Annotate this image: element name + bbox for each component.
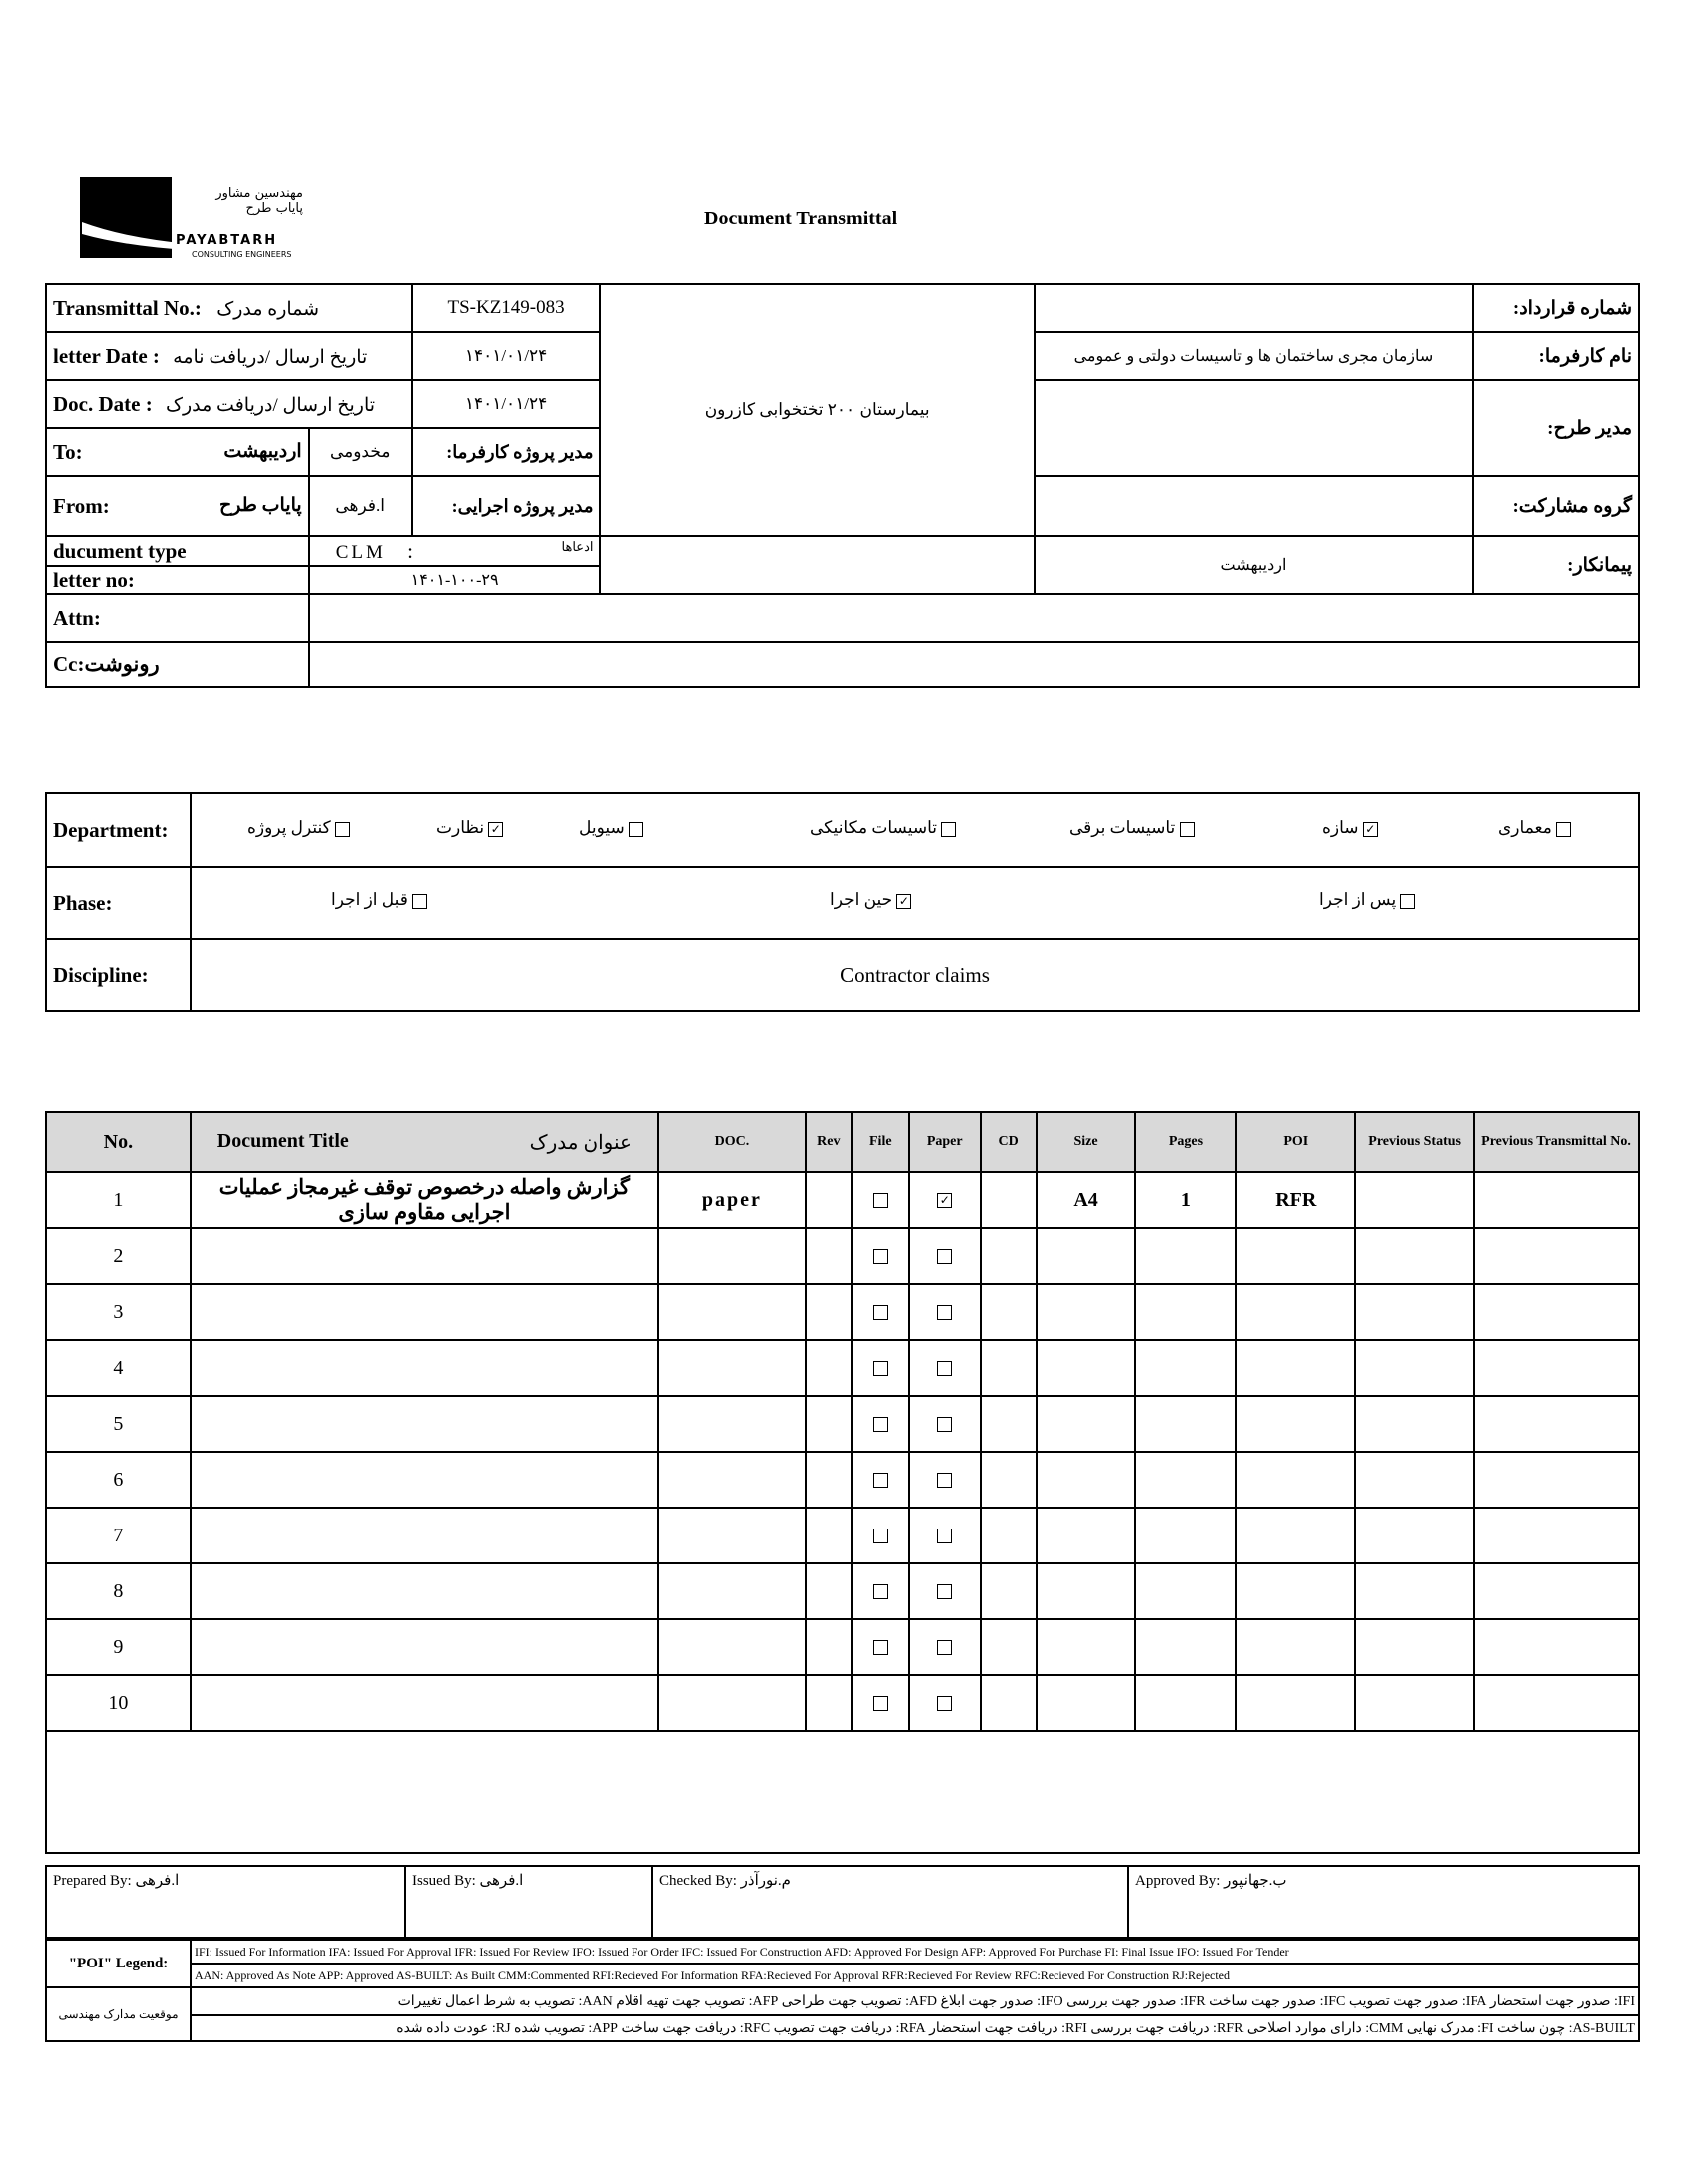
col-paper: Paper bbox=[909, 1112, 981, 1172]
row-title bbox=[191, 1452, 658, 1508]
doc-date-value: ۱۴۰۱/۰۱/۲۴ bbox=[412, 380, 601, 428]
phase-label: Phase: bbox=[46, 867, 191, 939]
cc-value bbox=[309, 642, 1639, 687]
row-paper bbox=[909, 1340, 981, 1396]
row-title bbox=[191, 1396, 658, 1452]
paper-checkbox[interactable]: ✓ bbox=[937, 1193, 952, 1208]
col-file: File bbox=[852, 1112, 909, 1172]
dept-supervision[interactable]: ✓ نظارت bbox=[436, 818, 503, 838]
row-file bbox=[852, 1284, 909, 1340]
row-file bbox=[852, 1508, 909, 1563]
row-pages bbox=[1135, 1396, 1236, 1452]
row-cd bbox=[981, 1675, 1037, 1731]
paper-checkbox[interactable] bbox=[937, 1417, 952, 1432]
phase-options bbox=[191, 867, 1639, 939]
row-title bbox=[191, 1619, 658, 1675]
department-label: Department: bbox=[46, 793, 191, 867]
row-cd bbox=[981, 1619, 1037, 1675]
row-paper bbox=[909, 1619, 981, 1675]
file-checkbox[interactable] bbox=[873, 1193, 888, 1208]
col-prev-transmittal: Previous Transmittal No. bbox=[1474, 1112, 1639, 1172]
checkbox-mechanical[interactable] bbox=[941, 822, 956, 837]
letter-no-value: ۱۴۰۱-۱۰۰-۲۹ bbox=[309, 566, 601, 594]
row-size bbox=[1037, 1396, 1136, 1452]
dept-mechanical[interactable]: تاسیسات مکانیکی bbox=[810, 818, 956, 838]
table-row bbox=[46, 1396, 1639, 1452]
row-size bbox=[1037, 1619, 1136, 1675]
logo-mark-icon bbox=[80, 177, 210, 261]
file-checkbox[interactable] bbox=[873, 1249, 888, 1264]
page-title: Document Transmittal bbox=[704, 208, 898, 229]
row-file bbox=[852, 1675, 909, 1731]
logo-text-fa: مهندسین مشاور پایاب طرح bbox=[215, 186, 303, 216]
row-prev-status bbox=[1355, 1675, 1474, 1731]
row-prev-transmittal bbox=[1474, 1675, 1639, 1731]
row-poi bbox=[1236, 1563, 1355, 1619]
row-poi bbox=[1236, 1340, 1355, 1396]
checkbox-supervision[interactable]: ✓ bbox=[488, 822, 503, 837]
row-prev-status bbox=[1355, 1396, 1474, 1452]
from-person: ا.فرهی bbox=[309, 476, 412, 536]
row-title: گزارش واصله درخصوص توقف غیرمجاز عملیات اجرایی مقاوم سازی bbox=[191, 1172, 658, 1228]
row-rev bbox=[806, 1284, 852, 1340]
row-pages bbox=[1135, 1452, 1236, 1508]
table-row bbox=[46, 1563, 1639, 1619]
table-row bbox=[46, 1675, 1639, 1731]
row-poi bbox=[1236, 1228, 1355, 1284]
letter-date-label: letter Date : تاریخ ارسال /دریافت نامه bbox=[46, 332, 412, 380]
row-prev-transmittal bbox=[1474, 1563, 1639, 1619]
row-prev-transmittal bbox=[1474, 1452, 1639, 1508]
checkbox-civil[interactable] bbox=[629, 822, 643, 837]
row-paper bbox=[909, 1396, 981, 1452]
row-rev bbox=[806, 1619, 852, 1675]
row-paper bbox=[909, 1228, 981, 1284]
row-file bbox=[852, 1228, 909, 1284]
row-prev-transmittal bbox=[1474, 1619, 1639, 1675]
legend-line-1: IFI: Issued For Information IFA: Issued For Approval IFR: Issued For Review IFO: Issued For Order IFC: Issued For Construction AFD: Approved For Design AFP: Approved For Purchase FI: Final Issue IFO: Issued For Tender bbox=[191, 1940, 1639, 1964]
row-pages bbox=[1135, 1508, 1236, 1563]
paper-checkbox[interactable] bbox=[937, 1361, 952, 1376]
table-row bbox=[46, 1284, 1639, 1340]
dept-structure[interactable]: ✓ سازه bbox=[1322, 818, 1378, 838]
paper-checkbox[interactable] bbox=[937, 1529, 952, 1543]
row-prev-status bbox=[1355, 1508, 1474, 1563]
contract-no-label: شماره قرارداد: bbox=[1473, 284, 1639, 332]
row-cd bbox=[981, 1396, 1037, 1452]
row-paper bbox=[909, 1452, 981, 1508]
col-size: Size bbox=[1037, 1112, 1136, 1172]
row-paper bbox=[909, 1172, 981, 1228]
table-row bbox=[46, 1340, 1639, 1396]
doc-type-label: ducument type bbox=[46, 536, 309, 566]
row-file bbox=[852, 1563, 909, 1619]
row-prev-transmittal bbox=[1474, 1508, 1639, 1563]
row-paper bbox=[909, 1563, 981, 1619]
row-prev-status bbox=[1355, 1452, 1474, 1508]
checkbox-architecture[interactable] bbox=[1556, 822, 1571, 837]
row-pages bbox=[1135, 1563, 1236, 1619]
row-poi bbox=[1236, 1396, 1355, 1452]
row-poi bbox=[1236, 1284, 1355, 1340]
row-cd bbox=[981, 1563, 1037, 1619]
row-doc bbox=[658, 1619, 806, 1675]
department-options bbox=[191, 793, 1639, 867]
row-rev bbox=[806, 1675, 852, 1731]
table-row bbox=[46, 1508, 1639, 1563]
project-name: بیمارستان ۲۰۰ تختخوابی کازرون bbox=[600, 284, 1034, 536]
paper-checkbox[interactable] bbox=[937, 1473, 952, 1488]
row-rev bbox=[806, 1340, 852, 1396]
legend-line-4: AS-BUILT: چون ساخت FI: مدرک نهایی CMM: دارای موارد اصلاحی RFR: دریافت جهت بررسی RFI: دریافت جهت استحضار RFA: دریافت جهت تصویب RFC: دریافت جهت ساخت APP: تصویب شده RJ: عودت داده شده bbox=[191, 2015, 1639, 2041]
cc-label: Cc:رونوشت bbox=[46, 642, 309, 687]
dept-architecture[interactable]: معماری bbox=[1498, 818, 1571, 838]
row-cd bbox=[981, 1340, 1037, 1396]
row-cd bbox=[981, 1452, 1037, 1508]
row-doc bbox=[658, 1396, 806, 1452]
issued-by: Issued By: ا.فرهی bbox=[405, 1866, 652, 1938]
row-no: 10 bbox=[46, 1675, 191, 1731]
row-no: 5 bbox=[46, 1396, 191, 1452]
row-doc bbox=[658, 1452, 806, 1508]
legend-fa-label: موقعیت مدارک مهندسی bbox=[46, 1987, 191, 2041]
transmittal-no-value: TS-KZ149-083 bbox=[412, 284, 601, 332]
notes-area bbox=[46, 1731, 1639, 1853]
row-no: 2 bbox=[46, 1228, 191, 1284]
row-size bbox=[1037, 1675, 1136, 1731]
row-file bbox=[852, 1452, 909, 1508]
row-file bbox=[852, 1172, 909, 1228]
project-manager-value bbox=[1035, 380, 1473, 476]
table-row bbox=[46, 1228, 1639, 1284]
row-prev-status bbox=[1355, 1563, 1474, 1619]
file-checkbox[interactable] bbox=[873, 1417, 888, 1432]
logo-sub: CONSULTING ENGINEERS bbox=[192, 250, 292, 259]
col-pages: Pages bbox=[1135, 1112, 1236, 1172]
file-checkbox[interactable] bbox=[873, 1640, 888, 1655]
phase-after[interactable]: پس از اجرا bbox=[1319, 890, 1415, 910]
header-table bbox=[45, 283, 1640, 688]
row-rev bbox=[806, 1452, 852, 1508]
row-size bbox=[1037, 1508, 1136, 1563]
col-prev-status: Previous Status bbox=[1355, 1112, 1474, 1172]
joint-venture-value bbox=[1035, 476, 1473, 536]
documents-table bbox=[45, 1111, 1640, 1854]
company-logo bbox=[80, 172, 309, 261]
to-person: مخدومی bbox=[309, 428, 412, 476]
row-poi bbox=[1236, 1619, 1355, 1675]
signatures-table bbox=[45, 1865, 1640, 1939]
row-doc: paper bbox=[658, 1172, 806, 1228]
row-rev bbox=[806, 1396, 852, 1452]
row-paper bbox=[909, 1284, 981, 1340]
row-file bbox=[852, 1340, 909, 1396]
row-prev-transmittal bbox=[1474, 1228, 1639, 1284]
row-cd bbox=[981, 1228, 1037, 1284]
col-no: No. bbox=[46, 1112, 191, 1172]
doc-date-label: Doc. Date : تاریخ ارسال /دریافت مدرک bbox=[46, 380, 412, 428]
checkbox-project-control[interactable] bbox=[335, 822, 350, 837]
row-no: 6 bbox=[46, 1452, 191, 1508]
row-file bbox=[852, 1619, 909, 1675]
col-cd: CD bbox=[981, 1112, 1037, 1172]
row-cd bbox=[981, 1284, 1037, 1340]
contractor-value: اردیبهشت bbox=[1035, 536, 1473, 594]
row-no: 9 bbox=[46, 1619, 191, 1675]
legend-table bbox=[45, 1939, 1640, 2042]
poi-legend-label: "POI" Legend: bbox=[46, 1940, 191, 1987]
row-prev-status bbox=[1355, 1619, 1474, 1675]
row-paper bbox=[909, 1675, 981, 1731]
row-doc bbox=[658, 1228, 806, 1284]
attn-value bbox=[309, 594, 1639, 642]
from-cell: From: پایاب طرح bbox=[46, 476, 309, 536]
row-size bbox=[1037, 1228, 1136, 1284]
letter-date-value: ۱۴۰۱/۰۱/۲۴ bbox=[412, 332, 601, 380]
project-manager-label: مدیر طرح: bbox=[1473, 380, 1639, 476]
row-doc bbox=[658, 1340, 806, 1396]
table-row bbox=[46, 1452, 1639, 1508]
row-title bbox=[191, 1563, 658, 1619]
dept-electrical[interactable]: تاسیسات برقی bbox=[1069, 818, 1195, 838]
phase-during[interactable]: ✓ حین اجرا bbox=[830, 890, 911, 910]
contractor-label: پیمانکار: bbox=[1473, 536, 1639, 594]
row-size bbox=[1037, 1284, 1136, 1340]
col-rev: Rev bbox=[806, 1112, 852, 1172]
row-size: A4 bbox=[1037, 1172, 1136, 1228]
row-poi: RFR bbox=[1236, 1172, 1355, 1228]
file-checkbox[interactable] bbox=[873, 1696, 888, 1711]
attn-label: Attn: bbox=[46, 594, 309, 642]
row-no: 7 bbox=[46, 1508, 191, 1563]
row-title bbox=[191, 1340, 658, 1396]
row-no: 8 bbox=[46, 1563, 191, 1619]
row-title bbox=[191, 1228, 658, 1284]
row-doc bbox=[658, 1284, 806, 1340]
file-checkbox[interactable] bbox=[873, 1473, 888, 1488]
phase-before[interactable]: قبل از اجرا bbox=[331, 890, 427, 910]
row-prev-transmittal bbox=[1474, 1396, 1639, 1452]
to-role: مدیر پروژه کارفرما: bbox=[412, 428, 601, 476]
row-doc bbox=[658, 1675, 806, 1731]
letter-no-label: letter no: bbox=[46, 566, 309, 594]
checkbox-after-execution[interactable] bbox=[1400, 894, 1415, 909]
file-checkbox[interactable] bbox=[873, 1361, 888, 1376]
table-row bbox=[46, 1172, 1639, 1228]
doc-type-cell: CLM : ادعاها bbox=[309, 536, 601, 566]
prepared-by: Prepared By: ا.فرهی bbox=[46, 1866, 405, 1938]
table-row bbox=[46, 1619, 1639, 1675]
row-rev bbox=[806, 1172, 852, 1228]
row-rev bbox=[806, 1563, 852, 1619]
row-cd bbox=[981, 1508, 1037, 1563]
checkbox-during-execution[interactable]: ✓ bbox=[896, 894, 911, 909]
checkbox-electrical[interactable] bbox=[1180, 822, 1195, 837]
row-poi bbox=[1236, 1675, 1355, 1731]
row-title bbox=[191, 1508, 658, 1563]
row-poi bbox=[1236, 1508, 1355, 1563]
contract-no-value bbox=[1035, 284, 1473, 332]
row-size bbox=[1037, 1563, 1136, 1619]
logo-name: PAYABTARH bbox=[176, 233, 278, 248]
row-cd bbox=[981, 1172, 1037, 1228]
file-checkbox[interactable] bbox=[873, 1305, 888, 1320]
row-pages bbox=[1135, 1284, 1236, 1340]
file-checkbox[interactable] bbox=[873, 1584, 888, 1599]
row-title bbox=[191, 1675, 658, 1731]
paper-checkbox[interactable] bbox=[937, 1249, 952, 1264]
client-label: نام کارفرما: bbox=[1473, 332, 1639, 380]
dept-project-control[interactable]: کنترل پروژه bbox=[247, 818, 350, 838]
dept-civil[interactable]: سیویل bbox=[579, 818, 643, 838]
row-prev-transmittal bbox=[1474, 1172, 1639, 1228]
file-checkbox[interactable] bbox=[873, 1529, 888, 1543]
approved-by: Approved By: ب.جهانپور bbox=[1128, 1866, 1639, 1938]
row-prev-status bbox=[1355, 1172, 1474, 1228]
paper-checkbox[interactable] bbox=[937, 1696, 952, 1711]
col-doc: DOC. bbox=[658, 1112, 806, 1172]
checked-by: Checked By: م.نورآذر bbox=[652, 1866, 1128, 1938]
checkbox-structure[interactable]: ✓ bbox=[1363, 822, 1378, 837]
transmittal-no-label: Transmittal No.: شماره مدرک bbox=[46, 284, 412, 332]
row-pages bbox=[1135, 1340, 1236, 1396]
row-rev bbox=[806, 1228, 852, 1284]
from-role: مدیر پروژه اجرایی: bbox=[412, 476, 601, 536]
paper-checkbox[interactable] bbox=[937, 1640, 952, 1655]
row-pages bbox=[1135, 1228, 1236, 1284]
row-paper bbox=[909, 1508, 981, 1563]
row-title bbox=[191, 1284, 658, 1340]
row-size bbox=[1037, 1452, 1136, 1508]
row-rev bbox=[806, 1508, 852, 1563]
row-pages bbox=[1135, 1619, 1236, 1675]
row-prev-status bbox=[1355, 1284, 1474, 1340]
client-value: سازمان مجری ساختمان ها و تاسیسات دولتی و عمومی bbox=[1035, 332, 1473, 380]
classification-table bbox=[45, 792, 1640, 1012]
col-title: Document Title عنوان مدرک bbox=[191, 1112, 658, 1172]
row-doc bbox=[658, 1563, 806, 1619]
row-size bbox=[1037, 1340, 1136, 1396]
discipline-label: Discipline: bbox=[46, 939, 191, 1011]
row-file bbox=[852, 1396, 909, 1452]
row-doc bbox=[658, 1508, 806, 1563]
to-cell: To: اردیبهشت bbox=[46, 428, 309, 476]
row-pages: 1 bbox=[1135, 1172, 1236, 1228]
row-poi bbox=[1236, 1452, 1355, 1508]
legend-line-2: AAN: Approved As Note APP: Approved AS-BUILT: As Built CMM:Commented RFI:Recieved For Information RFA:Recieved For Approval RFR:Recieved For Review RFC:Recieved For Construction RJ:Rejected bbox=[191, 1964, 1639, 1987]
row-no: 1 bbox=[46, 1172, 191, 1228]
col-poi: POI bbox=[1236, 1112, 1355, 1172]
row-no: 3 bbox=[46, 1284, 191, 1340]
paper-checkbox[interactable] bbox=[937, 1305, 952, 1320]
joint-venture-label: گروه مشارکت: bbox=[1473, 476, 1639, 536]
discipline-value: Contractor claims bbox=[191, 939, 1639, 1011]
row-no: 4 bbox=[46, 1340, 191, 1396]
row-pages bbox=[1135, 1675, 1236, 1731]
row-prev-transmittal bbox=[1474, 1284, 1639, 1340]
legend-line-3: IFI: صدور جهت استحضار IFA: صدور جهت تصویب IFC: صدور جهت ساخت IFR: صدور جهت بررسی IFO: صدور جهت ابلاغ AFD: تصویب جهت طراحی AFP: تصویب جهت تهیه اقلام AAN: تصویب به شرط اعمال تغییرات bbox=[191, 1987, 1639, 2015]
row-prev-status bbox=[1355, 1228, 1474, 1284]
row-prev-status bbox=[1355, 1340, 1474, 1396]
paper-checkbox[interactable] bbox=[937, 1584, 952, 1599]
row-prev-transmittal bbox=[1474, 1340, 1639, 1396]
checkbox-before-execution[interactable] bbox=[412, 894, 427, 909]
